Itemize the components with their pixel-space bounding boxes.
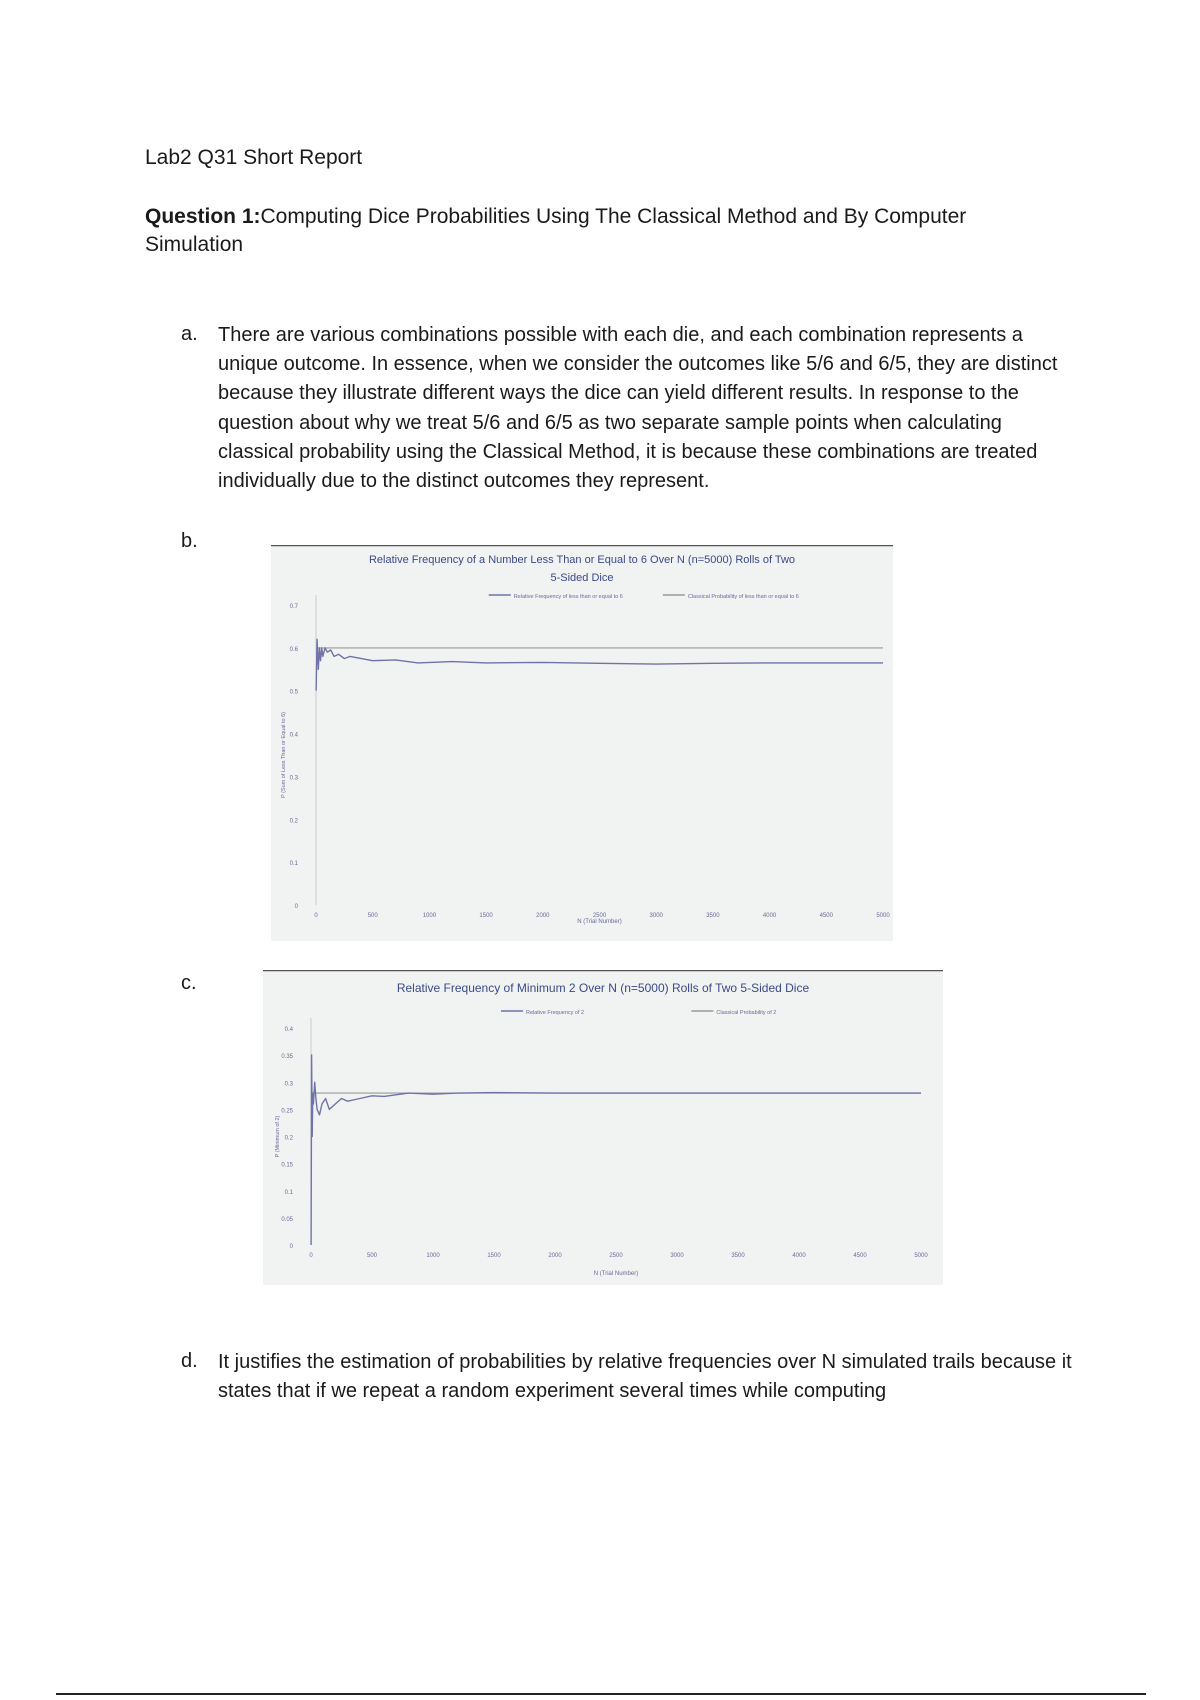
chart-2-y-tick-0: 0 [289, 1244, 293, 1250]
chart-2-y-label: P (Minimum of 2) [275, 1115, 281, 1158]
chart-1-svg [271, 545, 893, 941]
item-a-marker: a. [181, 323, 198, 345]
chart-1-x-label: N (Trial Number) [577, 919, 622, 925]
chart-1-title-line-2: 5-Sided Dice [550, 572, 614, 584]
chart-1-y-tick-2: 0.2 [289, 818, 298, 825]
chart-2-y-tick-5: 0.25 [281, 1108, 293, 1115]
chart-1-x-tick-2: 1000 [422, 913, 437, 919]
chart-1-y-tick-5: 0.5 [289, 689, 298, 696]
chart-1-y-tick-3: 0.3 [289, 775, 298, 782]
chart-1-y-tick-6: 0.6 [289, 646, 298, 653]
question-text: Computing Dice Probabilities Using The Classical Method and By Computer Simulation [145, 205, 967, 256]
chart-2-svg [263, 970, 943, 1285]
chart-1-x-tick-8: 4000 [762, 913, 777, 919]
chart-1-x-tick-4: 2000 [536, 913, 550, 919]
chart-1-series-1-line [316, 639, 883, 690]
chart-2-x-tick-3: 1500 [487, 1253, 501, 1259]
document-title: Lab2 Q31 Short Report [145, 146, 363, 169]
chart-2-legend-label-2: Classical Probability of 2 [716, 1010, 777, 1016]
chart-2-y-tick-1: 0.05 [281, 1216, 293, 1223]
chart-2-x-tick-2: 1000 [426, 1253, 440, 1259]
chart-1-x-tick-0: 0 [314, 913, 318, 919]
chart-1-x-tick-9: 4500 [819, 913, 833, 919]
item-d-text: It justifies the estimation of probabilities by relative frequencies over N simulated trails because it states that if we repeat a random experiment several times while computing [218, 1351, 1072, 1403]
item-b-marker: b. [181, 530, 198, 552]
chart-2-x-tick-10: 5000 [914, 1253, 928, 1259]
chart-2-y-tick-3: 0.15 [281, 1162, 293, 1169]
chart-2-x-tick-8: 4000 [792, 1253, 806, 1259]
chart-1-x-tick-7: 3500 [706, 913, 720, 919]
chart-1-y-label: P (Sum of Less Than or Equal to 6) [281, 711, 287, 799]
item-a-text: There are various combinations possible with each die, and each combination represents a unique outcome. In essence, when we consider the outcomes like 5/6 and 6/5, they are distinct because they illustrate different ways the dice can yield different results. In response to the question about why we treat 5/6 and 6/5 as two separate sample points when calculating classical probability using the Classical Method, it is because these combinations are treated individually due to the distinct outcomes they represent. [218, 324, 1058, 493]
chart-1-title-line-1: Relative Frequency of a Number Less Than or Equal to 6 Over N (n=5000) Rolls of Two [368, 554, 796, 566]
chart-1-x-tick-1: 500 [367, 913, 378, 919]
item-d-marker: d. [181, 1350, 198, 1372]
chart-2-y-tick-4: 0.2 [284, 1135, 293, 1142]
chart-2-y-tick-8: 0.4 [284, 1027, 293, 1033]
question-label: Question 1: [145, 205, 261, 228]
item-c-marker: c. [181, 972, 197, 994]
chart-1-y-tick-1: 0.1 [289, 861, 298, 868]
page-bottom-rule [56, 1693, 1146, 1695]
question-heading [145, 203, 1045, 259]
chart-2-x-tick-5: 2500 [609, 1253, 623, 1259]
chart-2-x-tick-1: 500 [366, 1253, 378, 1259]
chart-2-x-label: N (Trial Number) [593, 1271, 639, 1277]
chart-1-legend-label-2: Classical Probability of less than or equal to 6 [687, 594, 799, 600]
chart-2-x-tick-7: 3500 [731, 1253, 745, 1259]
chart-1-x-tick-6: 3000 [649, 913, 663, 919]
chart-1-x-tick-3: 1500 [479, 913, 493, 919]
chart-2-x-tick-0: 0 [309, 1253, 313, 1259]
chart-1-legend-label-1: Relative Frequency of less than or equal to 6 [513, 594, 623, 600]
chart-2-series-1-line [311, 1055, 921, 1245]
chart-1-y-tick-0: 0 [294, 904, 298, 910]
chart-2-figure [263, 970, 943, 1285]
chart-2-y-tick-6: 0.3 [284, 1081, 293, 1088]
chart-1-y-tick-4: 0.4 [289, 732, 298, 739]
chart-2-legend-label-1: Relative Frequency of 2 [526, 1010, 585, 1016]
chart-2-y-tick-2: 0.1 [284, 1189, 293, 1196]
chart-2-y-tick-7: 0.35 [281, 1054, 293, 1061]
chart-1-x-tick-10: 5000 [876, 913, 890, 919]
chart-2-x-tick-4: 2000 [548, 1253, 562, 1259]
chart-1-figure [271, 545, 893, 941]
chart-2-x-tick-9: 4500 [853, 1253, 867, 1259]
chart-2-title-line-1: Relative Frequency of Minimum 2 Over N (n=5000) Rolls of Two 5-Sided Dice [396, 981, 810, 995]
chart-1-y-tick-7: 0.7 [289, 604, 298, 610]
chart-2-x-tick-6: 3000 [670, 1253, 684, 1259]
chart-1-x-tick-5: 2500 [592, 913, 607, 919]
